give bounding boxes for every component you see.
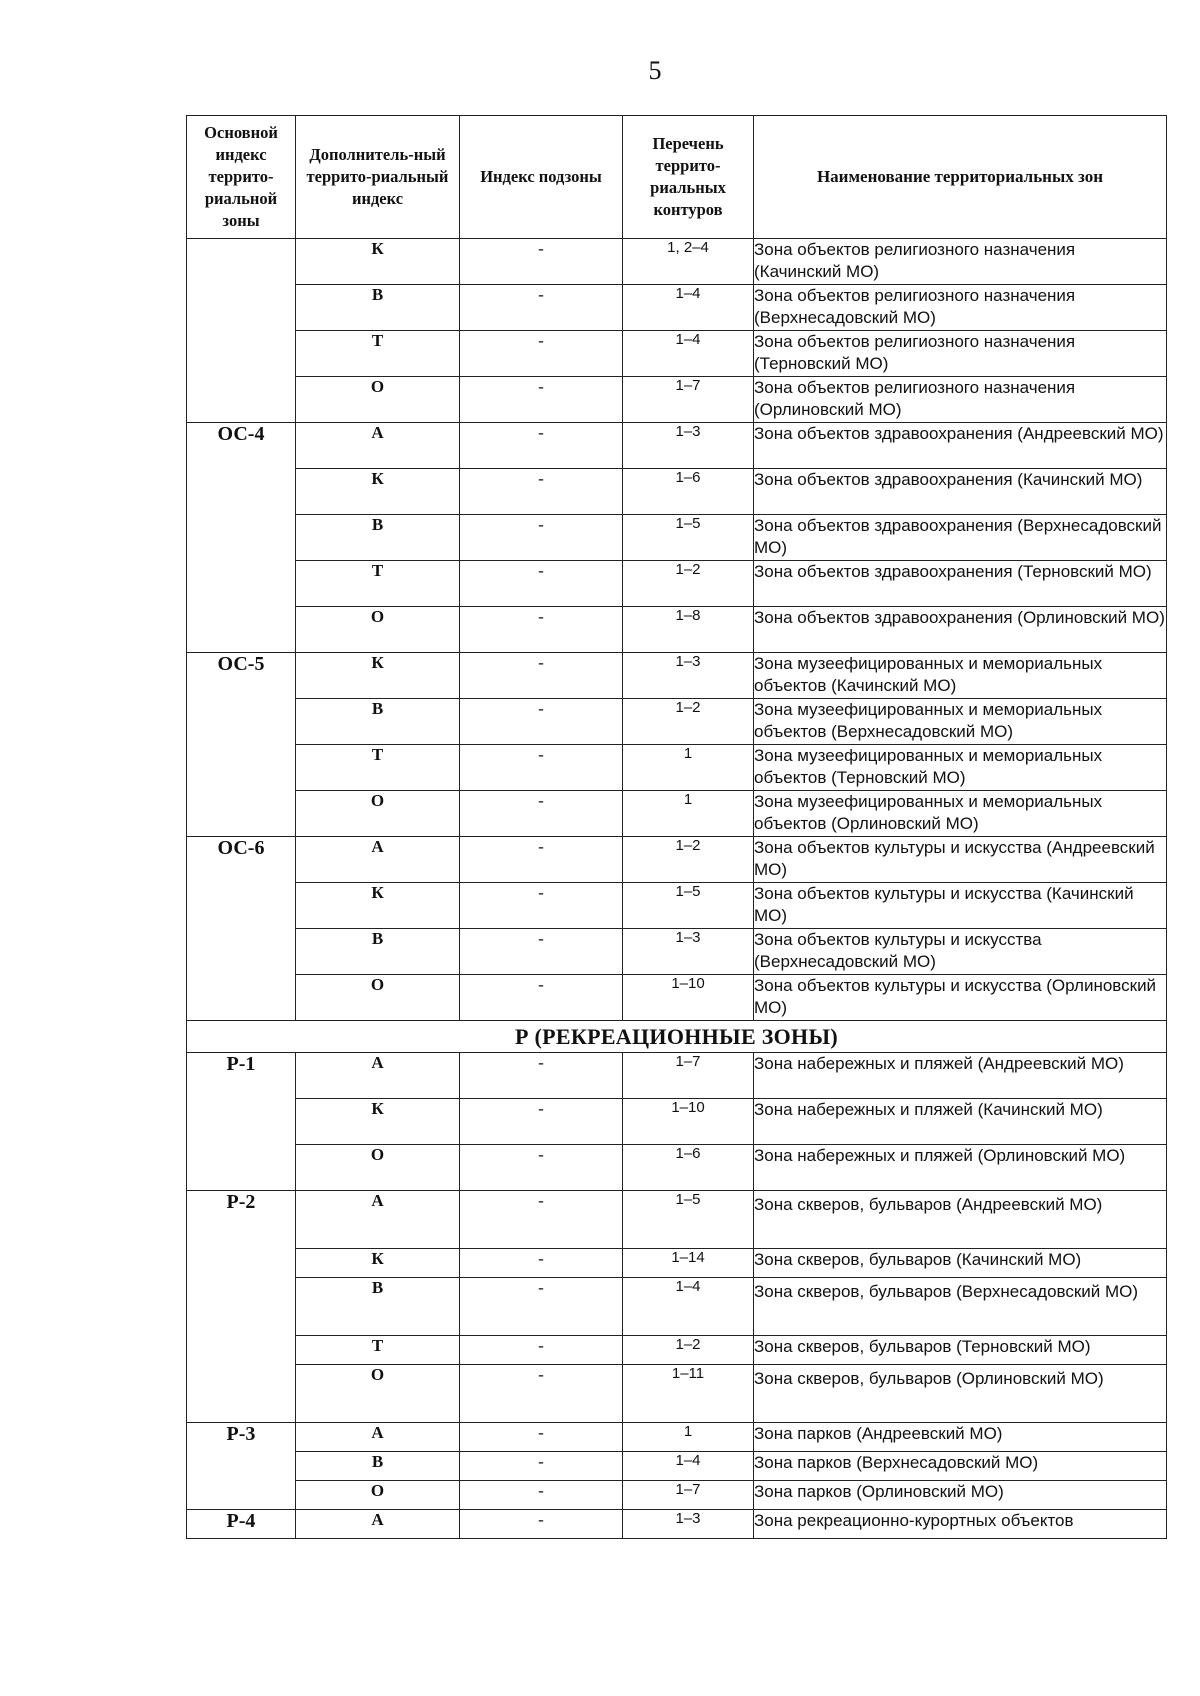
contours-cell: 1–6 <box>623 1145 754 1191</box>
add-index-cell: Т <box>296 561 460 607</box>
contours-cell: 1–4 <box>623 285 754 331</box>
table-body-r <box>187 1021 1167 1539</box>
table-row <box>187 423 1167 469</box>
contours-cell: 1–5 <box>623 883 754 929</box>
subzone-cell: - <box>460 837 623 883</box>
contours-cell: 1 <box>623 791 754 837</box>
subzone-cell: - <box>460 1145 623 1191</box>
main-index-cell <box>187 285 296 331</box>
zone-name-cell: Зона парков (Верхнесадовский МО) <box>754 1452 1167 1481</box>
subzone-cell: - <box>460 1278 623 1336</box>
subzone-cell: - <box>460 791 623 837</box>
contours-cell: 1–11 <box>623 1365 754 1423</box>
main-index-cell: ОС-4 <box>187 423 296 469</box>
contours-cell: 1 <box>623 1423 754 1452</box>
table-row <box>187 285 1167 331</box>
subzone-cell: - <box>460 975 623 1021</box>
main-index-cell <box>187 975 296 1021</box>
table-header-row <box>187 116 1167 239</box>
table-row <box>187 745 1167 791</box>
zone-name-cell: Зона объектов здравоохранения (Андреевский МО) <box>754 423 1167 469</box>
contours-cell: 1–4 <box>623 1452 754 1481</box>
table-row <box>187 929 1167 975</box>
table-row <box>187 469 1167 515</box>
contours-cell: 1, 2–4 <box>623 239 754 285</box>
contours-cell: 1–7 <box>623 1053 754 1099</box>
table-row <box>187 883 1167 929</box>
table-row <box>187 699 1167 745</box>
subzone-cell: - <box>460 515 623 561</box>
add-index-cell: К <box>296 469 460 515</box>
zone-name-cell: Зона парков (Орлиновский МО) <box>754 1481 1167 1510</box>
main-index-cell <box>187 1481 296 1510</box>
main-index-cell <box>187 929 296 975</box>
table-row <box>187 1053 1167 1099</box>
section-heading-row <box>187 1021 1167 1053</box>
zone-name-cell: Зона объектов культуры и искусства (Андреевский МО) <box>754 837 1167 883</box>
main-index-cell <box>187 699 296 745</box>
table-row <box>187 1365 1167 1423</box>
zone-name-cell: Зона рекреационно-курортных объектов <box>754 1510 1167 1539</box>
add-index-cell: О <box>296 791 460 837</box>
contours-cell: 1–5 <box>623 1191 754 1249</box>
zone-name-cell: Зона набережных и пляжей (Андреевский МО) <box>754 1053 1167 1099</box>
add-index-cell: К <box>296 883 460 929</box>
table-row <box>187 1145 1167 1191</box>
add-index-cell: В <box>296 285 460 331</box>
zone-name-cell: Зона музеефицированных и мемориальных объектов (Терновский МО) <box>754 745 1167 791</box>
table-row <box>187 791 1167 837</box>
subzone-cell: - <box>460 1510 623 1539</box>
header-zone-name: Наименование территориальных зон <box>754 116 1167 239</box>
contours-cell: 1–6 <box>623 469 754 515</box>
subzone-cell: - <box>460 1249 623 1278</box>
table-row <box>187 653 1167 699</box>
subzone-cell: - <box>460 331 623 377</box>
subzone-cell: - <box>460 1481 623 1510</box>
main-index-cell <box>187 607 296 653</box>
zone-name-cell: Зона объектов здравоохранения (Верхнесадовский МО) <box>754 515 1167 561</box>
subzone-cell: - <box>460 1423 623 1452</box>
table-row <box>187 1452 1167 1481</box>
table-row <box>187 975 1167 1021</box>
contours-cell: 1–4 <box>623 331 754 377</box>
contours-cell: 1–14 <box>623 1249 754 1278</box>
table-row <box>187 837 1167 883</box>
main-index-cell <box>187 561 296 607</box>
add-index-cell: А <box>296 1053 460 1099</box>
contours-cell: 1 <box>623 745 754 791</box>
zone-name-cell: Зона парков (Андреевский МО) <box>754 1423 1167 1452</box>
table-row <box>187 239 1167 285</box>
header-subzone: Индекс подзоны <box>460 116 623 239</box>
main-index-cell <box>187 239 296 285</box>
add-index-cell: А <box>296 1510 460 1539</box>
header-contours: Перечень террито-риальных контуров <box>623 116 754 239</box>
contours-cell: 1–10 <box>623 975 754 1021</box>
add-index-cell: К <box>296 1249 460 1278</box>
section-title: Р (РЕКРЕАЦИОННЫЕ ЗОНЫ) <box>187 1021 1167 1053</box>
contours-cell: 1–8 <box>623 607 754 653</box>
main-index-cell <box>187 1099 296 1145</box>
contours-cell: 1–5 <box>623 515 754 561</box>
add-index-cell: О <box>296 607 460 653</box>
main-index-cell <box>187 377 296 423</box>
contours-cell: 1–2 <box>623 561 754 607</box>
zone-name-cell: Зона объектов культуры и искусства (Качинский МО) <box>754 883 1167 929</box>
subzone-cell: - <box>460 377 623 423</box>
add-index-cell: В <box>296 1452 460 1481</box>
subzone-cell: - <box>460 239 623 285</box>
contours-cell: 1–7 <box>623 377 754 423</box>
subzone-cell: - <box>460 607 623 653</box>
subzone-cell: - <box>460 883 623 929</box>
add-index-cell: О <box>296 377 460 423</box>
zone-name-cell: Зона скверов, бульваров (Качинский МО) <box>754 1249 1167 1278</box>
zone-name-cell: Зона скверов, бульваров (Орлиновский МО) <box>754 1365 1167 1423</box>
subzone-cell: - <box>460 1336 623 1365</box>
table-row <box>187 561 1167 607</box>
table-row <box>187 1336 1167 1365</box>
header-add-index: Дополнитель-ный террито-риальный индекс <box>296 116 460 239</box>
add-index-cell: К <box>296 653 460 699</box>
zone-name-cell: Зона набережных и пляжей (Орлиновский МО) <box>754 1145 1167 1191</box>
table-body-os <box>187 239 1167 1021</box>
main-index-cell <box>187 791 296 837</box>
main-index-cell <box>187 1278 296 1336</box>
zone-name-cell: Зона музеефицированных и мемориальных объектов (Верхнесадовский МО) <box>754 699 1167 745</box>
subzone-cell: - <box>460 1452 623 1481</box>
add-index-cell: А <box>296 1191 460 1249</box>
zone-name-cell: Зона скверов, бульваров (Андреевский МО) <box>754 1191 1167 1249</box>
subzone-cell: - <box>460 699 623 745</box>
contours-cell: 1–2 <box>623 1336 754 1365</box>
add-index-cell: В <box>296 699 460 745</box>
add-index-cell: К <box>296 239 460 285</box>
zone-name-cell: Зона скверов, бульваров (Терновский МО) <box>754 1336 1167 1365</box>
subzone-cell: - <box>460 1053 623 1099</box>
add-index-cell: А <box>296 1423 460 1452</box>
table-row <box>187 1481 1167 1510</box>
main-index-cell: Р-4 <box>187 1510 296 1539</box>
contours-cell: 1–3 <box>623 929 754 975</box>
contours-cell: 1–3 <box>623 653 754 699</box>
page-number: 5 <box>648 56 662 85</box>
main-index-cell <box>187 515 296 561</box>
add-index-cell: О <box>296 975 460 1021</box>
add-index-cell: Т <box>296 1336 460 1365</box>
subzone-cell: - <box>460 929 623 975</box>
table-row <box>187 331 1167 377</box>
main-index-cell: ОС-6 <box>187 837 296 883</box>
header-main-index: Основной индекс террито-риальной зоны <box>187 116 296 239</box>
add-index-cell: О <box>296 1481 460 1510</box>
main-index-cell <box>187 1145 296 1191</box>
main-index-cell <box>187 1249 296 1278</box>
zone-name-cell: Зона объектов религиозного назначения (Орлиновский МО) <box>754 377 1167 423</box>
table-row <box>187 515 1167 561</box>
zone-name-cell: Зона объектов культуры и искусства (Орлиновский МО) <box>754 975 1167 1021</box>
zone-name-cell: Зона объектов религиозного назначения (Терновский МО) <box>754 331 1167 377</box>
subzone-cell: - <box>460 745 623 791</box>
subzone-cell: - <box>460 1099 623 1145</box>
main-index-cell <box>187 1365 296 1423</box>
add-index-cell: О <box>296 1365 460 1423</box>
zone-name-cell: Зона объектов здравоохранения (Терновский МО) <box>754 561 1167 607</box>
table-row <box>187 1099 1167 1145</box>
zone-name-cell: Зона объектов культуры и искусства (Верхнесадовский МО) <box>754 929 1167 975</box>
subzone-cell: - <box>460 423 623 469</box>
contours-cell: 1–3 <box>623 1510 754 1539</box>
subzone-cell: - <box>460 653 623 699</box>
zone-name-cell: Зона объектов религиозного назначения (Верхнесадовский МО) <box>754 285 1167 331</box>
add-index-cell: К <box>296 1099 460 1145</box>
main-index-cell <box>187 745 296 791</box>
zone-name-cell: Зона музеефицированных и мемориальных объектов (Качинский МО) <box>754 653 1167 699</box>
table-row <box>187 1423 1167 1452</box>
add-index-cell: Т <box>296 331 460 377</box>
table-row <box>187 607 1167 653</box>
main-index-cell <box>187 331 296 377</box>
contours-cell: 1–2 <box>623 837 754 883</box>
main-index-cell <box>187 883 296 929</box>
table-row <box>187 377 1167 423</box>
add-index-cell: В <box>296 929 460 975</box>
add-index-cell: О <box>296 1145 460 1191</box>
main-index-cell: Р-1 <box>187 1053 296 1099</box>
zone-name-cell: Зона скверов, бульваров (Верхнесадовский МО) <box>754 1278 1167 1336</box>
table-row <box>187 1278 1167 1336</box>
table-row <box>187 1510 1167 1539</box>
add-index-cell: В <box>296 1278 460 1336</box>
contours-cell: 1–2 <box>623 699 754 745</box>
main-index-cell <box>187 469 296 515</box>
main-index-cell: Р-3 <box>187 1423 296 1452</box>
subzone-cell: - <box>460 1365 623 1423</box>
add-index-cell: А <box>296 837 460 883</box>
zone-name-cell: Зона набережных и пляжей (Качинский МО) <box>754 1099 1167 1145</box>
contours-cell: 1–4 <box>623 1278 754 1336</box>
table-row <box>187 1191 1167 1249</box>
contours-cell: 1–10 <box>623 1099 754 1145</box>
subzone-cell: - <box>460 1191 623 1249</box>
main-index-cell <box>187 1336 296 1365</box>
contours-cell: 1–7 <box>623 1481 754 1510</box>
contours-cell: 1–3 <box>623 423 754 469</box>
subzone-cell: - <box>460 285 623 331</box>
zone-name-cell: Зона объектов религиозного назначения (Качинский МО) <box>754 239 1167 285</box>
table-row <box>187 1249 1167 1278</box>
main-index-cell: Р-2 <box>187 1191 296 1249</box>
main-index-cell: ОС-5 <box>187 653 296 699</box>
add-index-cell: В <box>296 515 460 561</box>
zone-name-cell: Зона музеефицированных и мемориальных объектов (Орлиновский МО) <box>754 791 1167 837</box>
add-index-cell: А <box>296 423 460 469</box>
zone-name-cell: Зона объектов здравоохранения (Орлиновский МО) <box>754 607 1167 653</box>
subzone-cell: - <box>460 469 623 515</box>
subzone-cell: - <box>460 561 623 607</box>
main-index-cell <box>187 1452 296 1481</box>
zone-name-cell: Зона объектов здравоохранения (Качинский МО) <box>754 469 1167 515</box>
add-index-cell: Т <box>296 745 460 791</box>
zones-table <box>186 115 1167 1539</box>
